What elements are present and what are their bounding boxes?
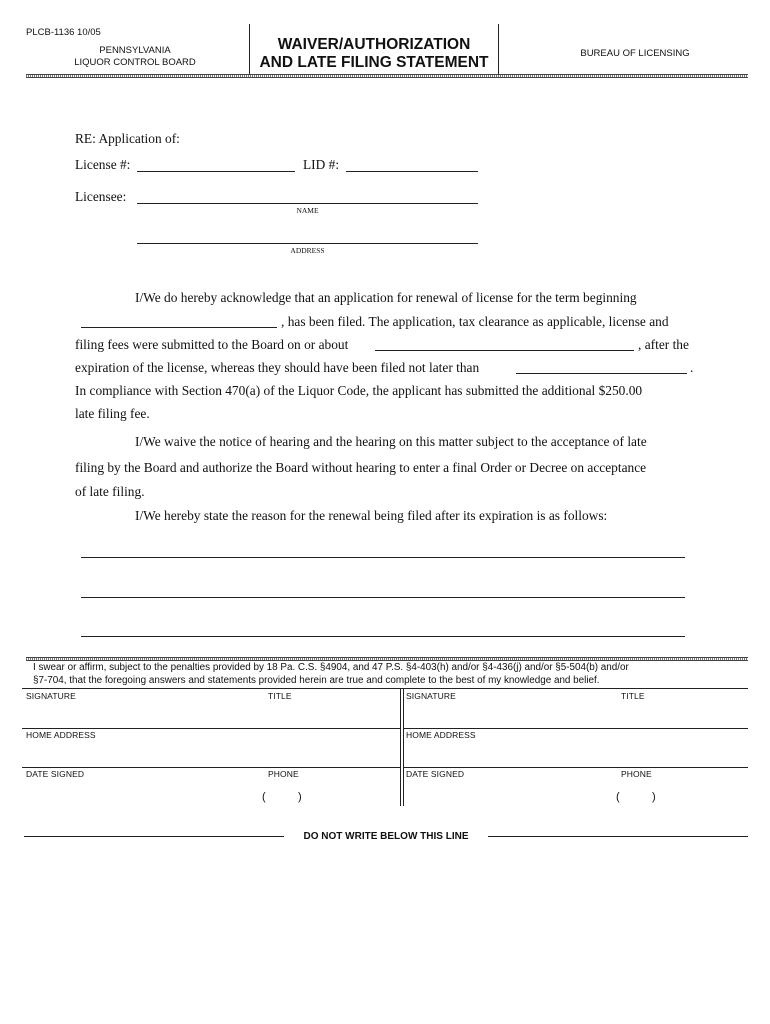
header-rule (26, 74, 748, 78)
affirmation-text-line1: I swear or affirm, subject to the penalties provided by 18 Pa. C.S. §4904, and 47 P.S. §4-403(h) and/or §4-436(j) and/or §5-504(b) and/or (33, 662, 629, 673)
reason-line-1[interactable] (81, 557, 685, 558)
license-number-field[interactable] (137, 171, 295, 172)
statement-p1-line6: late filing fee. (75, 406, 150, 421)
statement-p2-line2: filing by the Board and authorize the Board without hearing to enter a final Order or Decree on acceptance (75, 460, 647, 475)
left-row-divider-2 (22, 767, 400, 768)
left-phone-area-code-field[interactable] (270, 789, 298, 805)
affirmation-text-line2: §7-704, that the foregoing answers and statements provided herein are true and complete to the best of my knowledge and belief. (33, 675, 600, 686)
address-caption: ADDRESS (290, 246, 325, 255)
affirmation-rule (26, 657, 748, 661)
do-not-write-notice: DO NOT WRITE BELOW THIS LINE (303, 831, 469, 842)
right-phone-label: PHONE (621, 769, 652, 779)
left-date-signed-label: DATE SIGNED (26, 769, 85, 779)
right-phone-open-paren: ( (616, 791, 620, 803)
right-row-divider-1 (403, 728, 748, 729)
right-phone-close-paren: ) (652, 791, 656, 803)
signature-divider-b (403, 688, 404, 806)
footer-rule-left (24, 836, 284, 837)
statement-p1-line4b: . (690, 360, 694, 375)
signature-divider-a (400, 688, 401, 806)
lid-number-label: LID #: (303, 157, 340, 172)
left-date-signed-field[interactable] (24, 780, 254, 804)
statement-p1-line3a: filing fees were submitted to the Board on or about (75, 337, 349, 352)
form-title-line2: AND LATE FILING STATEMENT (259, 54, 489, 71)
left-title-label: TITLE (268, 691, 292, 701)
signature-table-top (22, 688, 748, 689)
form-title-line1: WAIVER/AUTHORIZATION (277, 36, 471, 53)
statement-p1-line4a: expiration of the license, whereas they should have been filed not later than (75, 360, 480, 375)
right-date-signed-label: DATE SIGNED (406, 769, 465, 779)
statement-p3-line1: I/We hereby state the reason for the renewal being filed after its expiration is as follows: (135, 508, 608, 523)
right-signature-field[interactable] (405, 700, 748, 727)
statement-p2-line1: I/We waive the notice of hearing and the hearing on this matter subject to the acceptance of late (135, 434, 647, 449)
footer-rule-right (488, 836, 748, 837)
left-home-address-field[interactable] (24, 740, 398, 765)
statement-p1-line1: I/We do hereby acknowledge that an application for renewal of license for the term beginning (135, 290, 637, 305)
agency-name-line1: PENNSYLVANIA (99, 45, 171, 56)
left-signature-label: SIGNATURE (26, 691, 76, 701)
right-signature-label: SIGNATURE (406, 691, 456, 701)
term-beginning-field[interactable] (81, 327, 277, 328)
submitted-date-field[interactable] (375, 350, 634, 351)
right-row-divider-2 (403, 767, 748, 768)
reason-line-2[interactable] (81, 597, 685, 598)
reason-line-3[interactable] (81, 636, 685, 637)
lid-number-field[interactable] (346, 171, 478, 172)
re-application-label: RE: Application of: (75, 131, 180, 146)
right-home-address-field[interactable] (405, 740, 748, 765)
right-date-signed-field[interactable] (405, 780, 605, 804)
statement-p1-line5: In compliance with Section 470(a) of the Liquor Code, the applicant has submitted the additional $250.00 (75, 383, 643, 398)
name-caption: NAME (296, 206, 319, 215)
deadline-date-field[interactable] (516, 373, 687, 374)
licensee-address-field[interactable] (137, 243, 478, 244)
agency-name-line2: LIQUOR CONTROL BOARD (74, 57, 196, 68)
left-phone-label: PHONE (268, 769, 299, 779)
left-phone-close-paren: ) (298, 791, 302, 803)
right-home-address-label: HOME ADDRESS (406, 730, 476, 740)
licensee-label: Licensee: (75, 189, 127, 204)
statement-p1-line2: , has been filed. The application, tax clearance as applicable, license and (281, 314, 669, 329)
left-phone-open-paren: ( (262, 791, 266, 803)
licensee-name-field[interactable] (137, 203, 478, 204)
license-number-label: License #: (75, 157, 131, 172)
bureau-name: BUREAU OF LICENSING (580, 48, 690, 59)
right-title-label: TITLE (621, 691, 645, 701)
statement-p1-line3b: , after the (638, 337, 689, 352)
form-code: PLCB-1136 10/05 (26, 27, 101, 38)
right-phone-area-code-field[interactable] (624, 789, 652, 805)
left-row-divider-1 (22, 728, 400, 729)
left-signature-field[interactable] (24, 700, 398, 727)
left-home-address-label: HOME ADDRESS (26, 730, 96, 740)
header-divider-right (498, 24, 499, 74)
statement-p2-line3: of late filing. (75, 484, 145, 499)
